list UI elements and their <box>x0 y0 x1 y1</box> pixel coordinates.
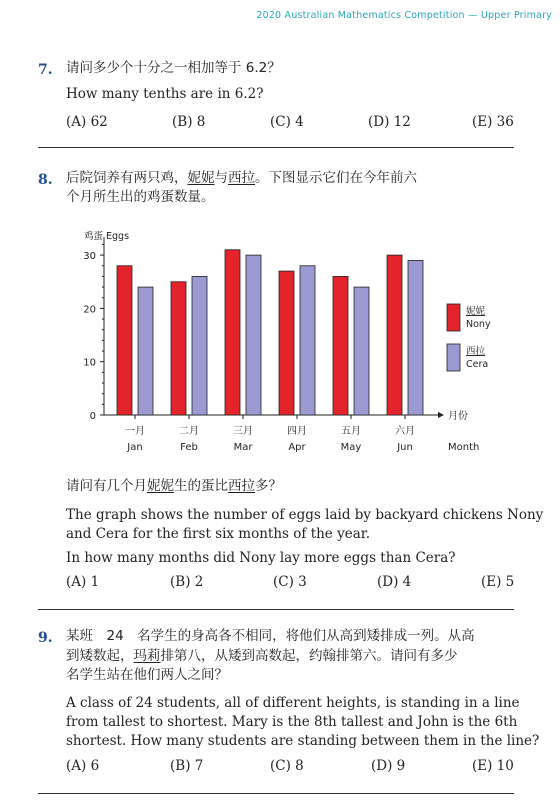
chart-legend <box>447 304 491 371</box>
chart-bars <box>117 250 423 415</box>
x-axis-label-zh: 月份 <box>448 411 468 422</box>
q8-option-e[interactable]: (E) 5 <box>481 574 515 590</box>
divider <box>38 609 514 610</box>
question-8-text-zh-line2: 个月所生出的鸡蛋数量。 <box>66 189 215 205</box>
y-tick-label: 30 <box>83 251 96 263</box>
y-tick-label: 10 <box>83 357 96 369</box>
x-tick-label-en: Jan <box>127 442 143 453</box>
legend-swatch-cera <box>447 344 460 371</box>
q9-option-a[interactable]: (A) 6 <box>66 758 100 774</box>
x-tick-label-en: Jun <box>397 442 413 453</box>
q9-option-b[interactable]: (B) 7 <box>170 758 204 774</box>
q7-option-b[interactable]: (B) 8 <box>172 114 206 130</box>
question-9-text-en-line3: shortest. How many students are standing between them in the line? <box>66 733 540 749</box>
question-9-text-en-line1: A class of 24 students, all of different heights, is standing in a line <box>66 695 520 711</box>
question-7-number: 7. <box>38 62 53 78</box>
bar-nony-feb <box>171 282 186 415</box>
question-8-text-en-line1: The graph shows the number of eggs laid by backyard chickens Nony <box>66 507 544 523</box>
legend-label-zh: 西拉 <box>466 346 486 357</box>
legend-label-zh: 妮妮 <box>466 306 486 317</box>
bar-nony-may <box>333 276 348 415</box>
q8-option-a[interactable]: (A) 1 <box>66 574 100 590</box>
bar-cera-apr <box>300 266 315 415</box>
bar-nony-jun <box>387 255 402 415</box>
bar-nony-jan <box>117 266 132 415</box>
question-9-text-zh-line3: 名学生站在他们两人之间？ <box>66 667 228 683</box>
question-8-text-zh-line1: 后院饲养有两只鸡，妮妮与西拉。下图显示它们在今年前六 <box>66 170 417 186</box>
question-9-text-en-line2: from tallest to shortest. Mary is the 8th tallest and John is the 6th <box>66 714 518 730</box>
q7-option-d[interactable]: (D) 12 <box>368 114 411 130</box>
x-tick-label-zh: 四月 <box>287 426 307 437</box>
q9-option-d[interactable]: (D) 9 <box>371 758 406 774</box>
egg-bar-chart <box>60 208 520 458</box>
x-tick-label-zh: 二月 <box>179 426 199 437</box>
q8-option-b[interactable]: (B) 2 <box>170 574 204 590</box>
x-tick-label-zh: 一月 <box>125 426 145 437</box>
x-tick-label-en: Feb <box>180 442 198 453</box>
x-tick-label-en: Mar <box>233 442 253 453</box>
question-8-question-zh: 请问有几个月妮妮生的蛋比西拉多？ <box>66 478 282 494</box>
bar-cera-jun <box>408 260 423 415</box>
y-axis-label: 鸡蛋 Eggs <box>84 231 130 243</box>
question-9-text-zh-line2: 到矮数起，玛莉排第八，从矮到高数起，约翰排第六。请问有多少 <box>66 648 458 664</box>
question-7-text-zh: 请问多少个十分之一相加等于 6.2？ <box>66 60 281 76</box>
x-axis-arrow <box>438 412 444 418</box>
question-8-question-en: In how many months did Nony lay more eggs than Cera? <box>66 550 456 566</box>
y-tick-label: 20 <box>83 304 96 316</box>
divider <box>38 147 514 148</box>
q7-option-a[interactable]: (A) 62 <box>66 114 108 130</box>
q8-option-c[interactable]: (C) 3 <box>273 574 307 590</box>
q9-option-c[interactable]: (C) 8 <box>270 758 304 774</box>
question-7-text-en: How many tenths are in 6.2? <box>66 86 264 102</box>
bar-cera-may <box>354 287 369 415</box>
legend-swatch-nony <box>447 304 460 331</box>
bar-nony-mar <box>225 250 240 415</box>
x-tick-label-en: May <box>340 442 362 453</box>
question-9-text-zh-line1: 某班 24 名学生的身高各不相同，将他们从高到矮排成一列。从高 <box>66 628 475 644</box>
q9-option-e[interactable]: (E) 10 <box>472 758 514 774</box>
bar-nony-apr <box>279 271 294 415</box>
x-axis-label-en: Month <box>448 442 480 453</box>
page-header: 2020 Australian Mathematics Competition — Upper Primary <box>256 10 552 21</box>
y-tick-label: 0 <box>89 411 96 422</box>
q7-option-e[interactable]: (E) 36 <box>472 114 514 130</box>
legend-label-en: Cera <box>466 359 489 370</box>
bar-cera-jan <box>138 287 153 415</box>
legend-label-en: Nony <box>466 319 491 330</box>
x-tick-label-en: Apr <box>288 442 306 453</box>
bar-cera-feb <box>192 276 207 415</box>
question-8-text-en-line2: and Cera for the first six months of the year. <box>66 526 371 542</box>
q7-option-c[interactable]: (C) 4 <box>270 114 304 130</box>
bar-cera-mar <box>246 255 261 415</box>
divider <box>38 793 514 794</box>
x-tick-label-zh: 三月 <box>233 426 253 437</box>
x-tick-label-zh: 五月 <box>341 426 361 437</box>
x-tick-label-zh: 六月 <box>395 426 415 437</box>
q8-option-d[interactable]: (D) 4 <box>377 574 412 590</box>
question-9-number: 9. <box>38 630 53 646</box>
question-8-number: 8. <box>38 172 53 188</box>
